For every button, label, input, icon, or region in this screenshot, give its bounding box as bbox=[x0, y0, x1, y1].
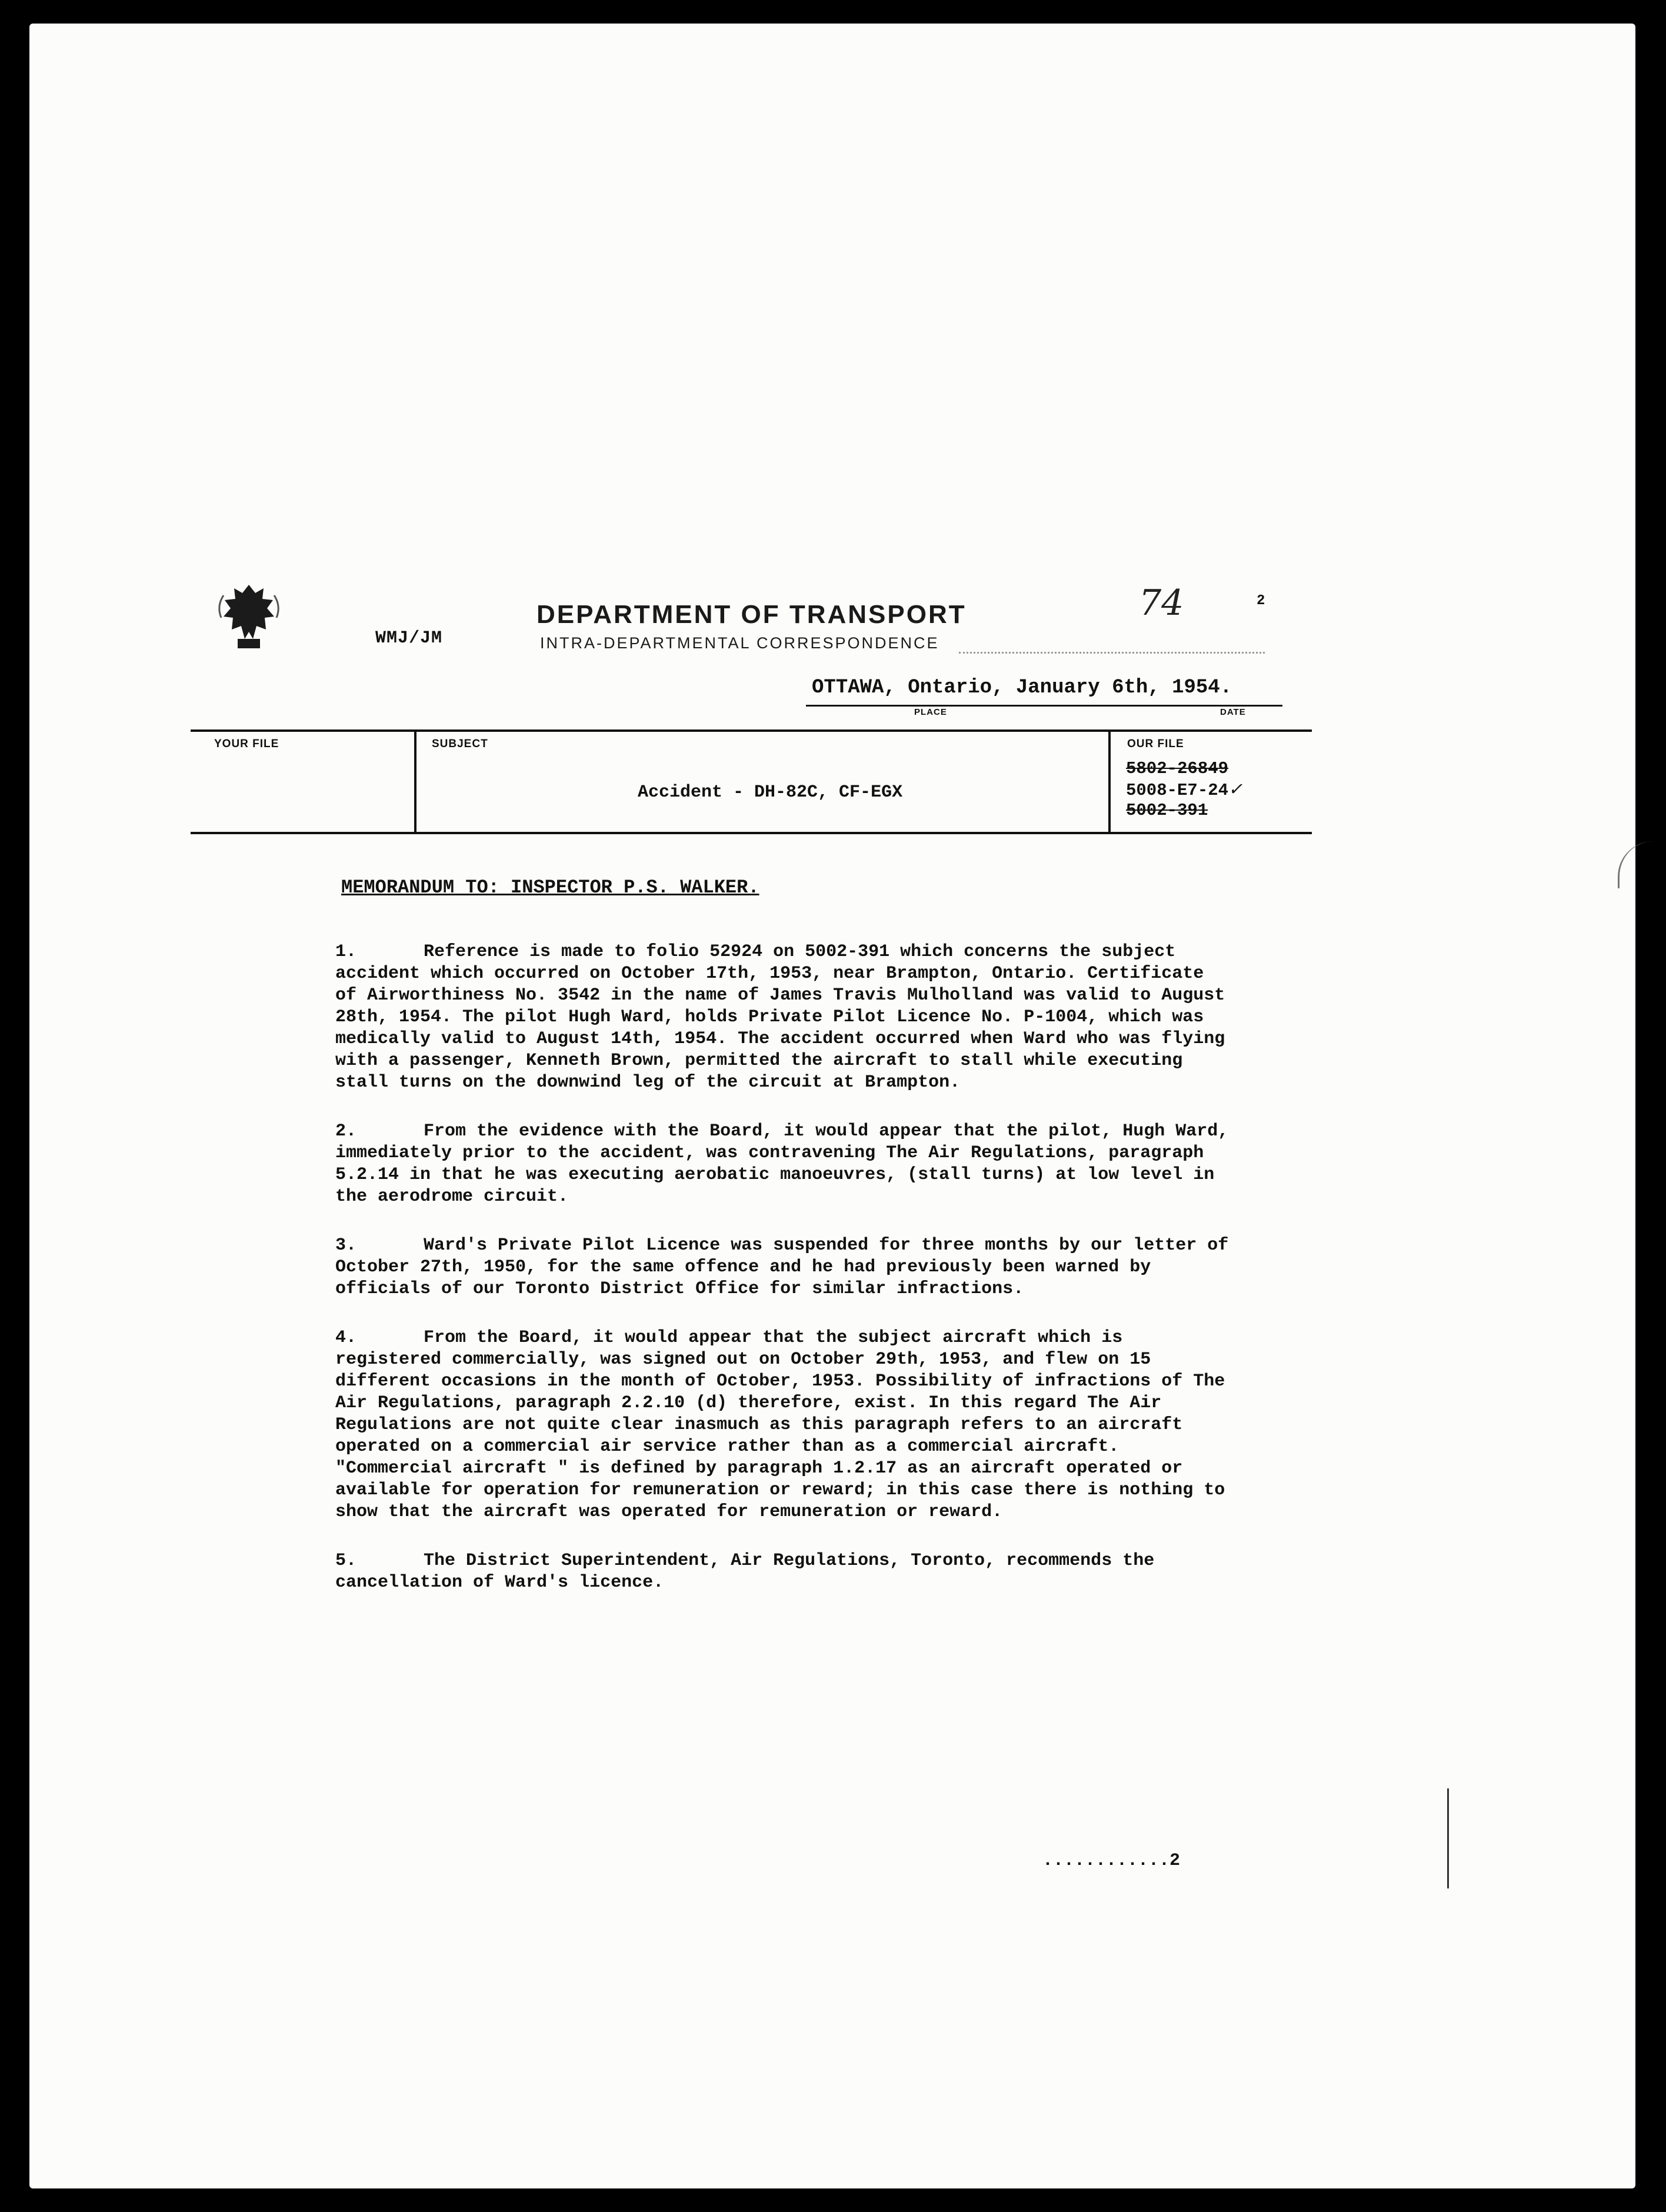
correspondence-subtitle: INTRA-DEPARTMENTAL CORRESPONDENCE bbox=[540, 634, 939, 652]
paragraph-text: Reference is made to folio 52924 on 5002-391 which concerns the subject accident which occurred on October 17th, 1953, near Brampton, Ontario. Certificate of Airworthiness No. 3542 in the name of James Travis Mulholland was valid to August 28th, 1954. The pilot Hugh Ward, holds Private Pilot Licence No. P-1004, which was medically valid to August 14th, 1954. The accident occurred when Ward who was flying with a passenger, Kenneth Brown, permitted the aircraft to stall while executing stall turns on the downwind leg of the circuit at Brampton. bbox=[335, 942, 1225, 1092]
paragraph-text: Ward's Private Pilot Licence was suspended for three months by our letter of October 27th, 1950, for the same offence and he had previously been warned by officials of our Toronto District Office for similar infractions. bbox=[335, 1235, 1229, 1299]
column-divider bbox=[414, 732, 416, 832]
paragraph-number: 2. bbox=[335, 1121, 357, 1141]
scan-artifact bbox=[1447, 1788, 1449, 1888]
subject-label: SUBJECT bbox=[432, 738, 488, 750]
memo-body bbox=[335, 941, 1229, 1621]
paragraph bbox=[335, 1327, 1229, 1523]
checkmark-icon: ✓ bbox=[1228, 779, 1243, 799]
place-label: PLACE bbox=[914, 707, 947, 717]
paragraph bbox=[335, 1121, 1229, 1208]
paragraph-number: 3. bbox=[335, 1235, 357, 1255]
handwritten-folio: 74 bbox=[1139, 582, 1184, 624]
memo-recipient: MEMORANDUM TO: INSPECTOR P.S. WALKER. bbox=[341, 877, 759, 898]
scanned-page bbox=[29, 24, 1635, 2188]
place-date: OTTAWA, Ontario, January 6th, 1954. bbox=[812, 677, 1232, 699]
handwritten-mark: 2 bbox=[1257, 593, 1265, 609]
dotted-rule bbox=[959, 652, 1265, 654]
date-label: DATE bbox=[1220, 707, 1246, 717]
memo-document bbox=[176, 529, 1341, 2147]
our-file-number: 5002-391 bbox=[1126, 801, 1208, 820]
paragraph-text: The District Superintendent, Air Regulations, Toronto, recommends the cancellation of Ward's licence. bbox=[335, 1551, 1155, 1593]
place-date-rule bbox=[806, 705, 1282, 707]
paragraph bbox=[335, 941, 1229, 1094]
paragraph-text: From the Board, it would appear that the subject aircraft which is registered commercially, was signed out on October 29th, 1953, and flew on 15 different occasions in the month of October, 1953. Possibility of infractions of The Air Regulations, paragraph 2.2.10 (d) therefore, exist. In this regard The Air Regulations are not quite clear inasmuch as this paragraph refers to an aircraft operated on a commercial air service rather than as a commercial aircraft. "Commercial aircraft " is defined by paragraph 1.2.17 as an aircraft operated or available for operation for remuneration or reward; in this case there is nothing to show that the aircraft was operated for remuneration or reward. bbox=[335, 1328, 1225, 1522]
file-reference-table bbox=[191, 729, 1312, 834]
paragraph bbox=[335, 1550, 1229, 1594]
your-file-label: YOUR FILE bbox=[214, 738, 279, 750]
coat-of-arms-icon bbox=[216, 582, 281, 653]
paragraph-number: 5. bbox=[335, 1551, 357, 1571]
paragraph-text: From the evidence with the Board, it would appear that the pilot, Hugh Ward, immediately prior to the accident, was contravening The Air Regulations, paragraph 5.2.14 in that he was executing aerobatic manoeuvres, (stall turns) at low level in the aerodrome circuit. bbox=[335, 1121, 1229, 1207]
department-title: DEPARTMENT OF TRANSPORT bbox=[537, 600, 967, 629]
scan-artifact bbox=[1618, 841, 1655, 888]
paragraph-number: 4. bbox=[335, 1328, 357, 1348]
continuation-marker: ............2 bbox=[1042, 1851, 1181, 1871]
our-file-number: 5802-26849 bbox=[1126, 759, 1229, 778]
paragraph-number: 1. bbox=[335, 942, 357, 962]
paragraph bbox=[335, 1235, 1229, 1300]
our-file-number: 5008-E7-24✓ bbox=[1126, 779, 1243, 800]
column-divider bbox=[1108, 732, 1111, 832]
subject-value: Accident - DH-82C, CF-EGX bbox=[638, 782, 903, 802]
our-file-label: OUR FILE bbox=[1127, 738, 1184, 750]
author-initials: WMJ/JM bbox=[375, 628, 443, 648]
our-file-numbers bbox=[1126, 759, 1242, 821]
